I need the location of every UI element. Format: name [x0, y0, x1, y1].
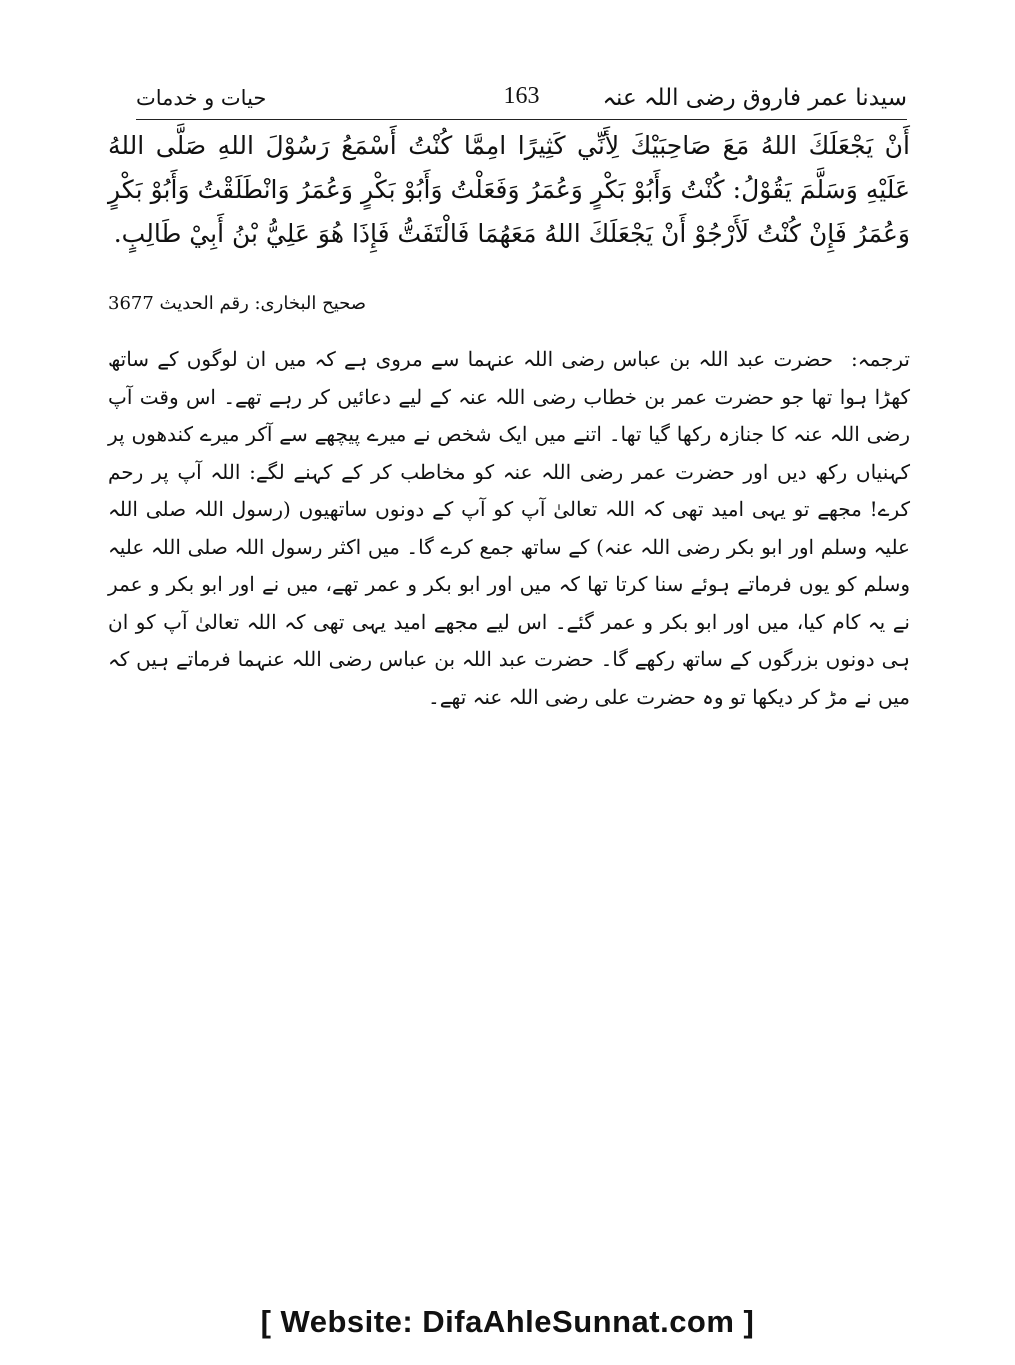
page-header [136, 78, 907, 118]
translation-text: حضرت عبد اللہ بن عباس رضی اللہ عنہما سے مروی ہے کہ میں ان لوگوں کے ساتھ کھڑا ہوا تھا جو حضرت عمر بن خطاب رضی اللہ عنہ کے لیے دعائیں کر رہے تھے۔ اس وقت آپ رضی اللہ عنہ کا جنازہ رکھا گیا تھا۔ اتنے میں ایک شخص نے میرے پیچھے سے آکر میرے کندھوں پر کہنیاں رکھ دیں اور حضرت عمر رضی اللہ عنہ کو مخاطب کر کے کہنے لگے: اللہ آپ پر رحم کرے! مجھے تو یہی امید تھی کہ اللہ تعالیٰ آپ کو آپ کے دونوں ساتھیوں (رسول اللہ صلی اللہ علیہ وسلم اور ابو بکر رضی اللہ عنہ) کے ساتھ جمع کرے گا۔ میں اکثر رسول اللہ صلی اللہ علیہ وسلم کو یوں فرماتے ہوئے سنا کرتا تھا کہ میں اور ابو بکر و عمر تھے، میں نے اور ابو بکر و عمر نے یہ کام کیا، میں اور ابو بکر و عمر گئے۔ اس لیے مجھے امید یہی تھی کہ اللہ تعالیٰ آپ کو ان ہی دونوں بزرگوں کے ساتھ رکھے گا۔ حضرت عبد اللہ بن عباس رضی اللہ عنہما فرماتے ہیں کہ میں نے مڑ کر دیکھا تو وہ حضرت علی رضی اللہ عنہ تھے۔ [108, 347, 911, 709]
urdu-translation [108, 341, 910, 716]
page-number: 163 [503, 83, 540, 109]
header-divider [136, 119, 907, 120]
translation-label: ترجمہ: [851, 347, 910, 371]
website-footer: [ Website: DifaAhleSunnat.com ] [260, 1304, 755, 1339]
book-title: سیدنا عمر فاروق رضی اللہ عنہ [602, 85, 907, 111]
section-title: حیات و خدمات [136, 86, 267, 110]
arabic-hadith-text: أَنْ يَجْعَلَكَ اللهُ مَعَ صَاحِبَيْكَ لِأَنِّي كَثِيرًا امِمَّا كُنْتُ أَسْمَعُ رَسُوْلَ اللهِ صَلَّى اللهُ عَلَيْهِ وَسَلَّمَ يَقُوْلُ: كُنْتُ وَأَبُوْ بَكْرٍ وَعُمَرُ وَفَعَلْتُ وَأَبُوْ بَكْرٍ وَعُمَرُ وَانْطَلَقْتُ وَأَبُوْ بَكْرٍ وَعُمَرُ فَإِنْ كُنْتُ لَأَرْجُوْ أَنْ يَجْعَلَكَ اللهُ مَعَهُمَا فَالْتَفَتُّ فَإِذَا هُوَ عَلِيُّ بْنُ أَبِيْ طَالِبٍ. [108, 131, 910, 248]
hadith-reference: صحیح البخاری: رقم الحدیث 3677 [108, 293, 367, 314]
